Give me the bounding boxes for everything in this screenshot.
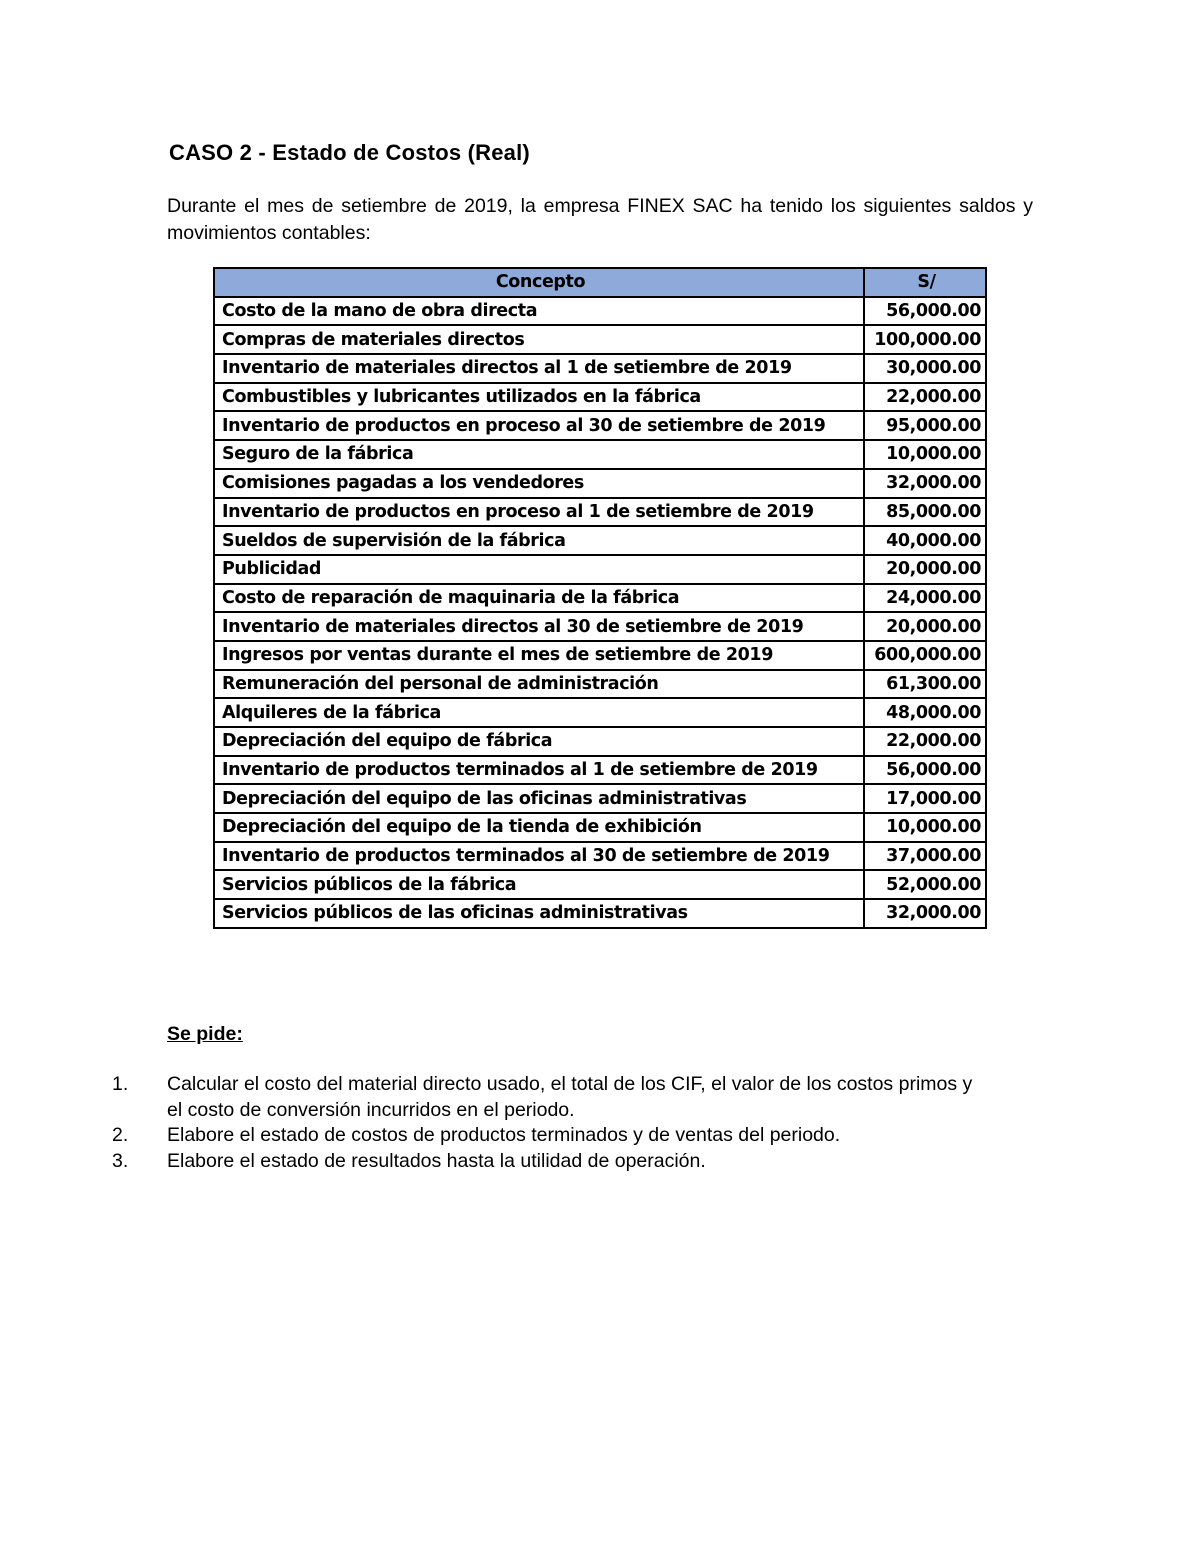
cell-concepto: Ingresos por ventas durante el mes de setiembre de 2019	[214, 641, 864, 670]
cell-concepto: Depreciación del equipo de las oficinas administrativas	[214, 784, 864, 813]
cell-valor: 32,000.00	[864, 899, 986, 928]
task-text: Elabore el estado de resultados hasta la utilidad de operación.	[167, 1149, 706, 1172]
cell-concepto: Inventario de materiales directos al 1 de setiembre de 2019	[214, 354, 864, 383]
table-row	[214, 411, 986, 440]
cell-valor: 22,000.00	[864, 727, 986, 756]
cell-concepto: Depreciación del equipo de fábrica	[214, 727, 864, 756]
cell-concepto: Alquileres de la fábrica	[214, 698, 864, 727]
cell-concepto: Inventario de materiales directos al 30 de setiembre de 2019	[214, 612, 864, 641]
se-pide-heading: Se pide:	[167, 1023, 243, 1045]
task-item	[112, 1149, 992, 1175]
cell-concepto: Combustibles y lubricantes utilizados en la fábrica	[214, 383, 864, 412]
cell-valor: 61,300.00	[864, 670, 986, 699]
table-row	[214, 498, 986, 527]
task-item	[112, 1072, 992, 1123]
cell-concepto: Costo de la mano de obra directa	[214, 297, 864, 326]
task-item	[112, 1123, 992, 1149]
cell-concepto: Inventario de productos terminados al 30 de setiembre de 2019	[214, 842, 864, 871]
table-row	[214, 813, 986, 842]
cell-valor: 20,000.00	[864, 555, 986, 584]
task-text: Elabore el estado de costos de productos terminados y de ventas del periodo.	[167, 1124, 841, 1146]
page-title: CASO 2 - Estado de Costos (Real)	[169, 140, 530, 165]
cell-valor: 56,000.00	[864, 756, 986, 785]
table-row	[214, 584, 986, 613]
task-number: 1.	[112, 1073, 129, 1095]
cell-concepto: Inventario de productos en proceso al 1 de setiembre de 2019	[214, 498, 864, 527]
cell-valor: 85,000.00	[864, 498, 986, 527]
cell-valor: 22,000.00	[864, 383, 986, 412]
cell-concepto: Seguro de la fábrica	[214, 440, 864, 469]
costs-table-container	[213, 267, 987, 929]
intro-paragraph: Durante el mes de setiembre de 2019, la empresa FINEX SAC ha tenido los siguientes saldos y movimientos contables:	[167, 195, 1033, 244]
cell-valor: 24,000.00	[864, 584, 986, 613]
table-row	[214, 526, 986, 555]
table-row	[214, 383, 986, 412]
cell-concepto: Inventario de productos en proceso al 30 de setiembre de 2019	[214, 411, 864, 440]
table-row	[214, 670, 986, 699]
table-row	[214, 870, 986, 899]
cell-valor: 37,000.00	[864, 842, 986, 871]
cell-valor: 56,000.00	[864, 297, 986, 326]
cell-valor: 10,000.00	[864, 440, 986, 469]
table-row	[214, 354, 986, 383]
table-row	[214, 727, 986, 756]
cell-valor: 17,000.00	[864, 784, 986, 813]
cell-concepto: Depreciación del equipo de la tienda de exhibición	[214, 813, 864, 842]
table-row	[214, 756, 986, 785]
table-row	[214, 555, 986, 584]
table-row	[214, 641, 986, 670]
task-number: 2.	[112, 1124, 129, 1146]
cell-valor: 52,000.00	[864, 870, 986, 899]
cell-concepto: Publicidad	[214, 555, 864, 584]
table-body	[214, 297, 986, 928]
cell-concepto: Servicios públicos de las oficinas administrativas	[214, 899, 864, 928]
cell-valor: 48,000.00	[864, 698, 986, 727]
table-row	[214, 469, 986, 498]
table-row	[214, 440, 986, 469]
table-row	[214, 297, 986, 326]
cell-valor: 95,000.00	[864, 411, 986, 440]
table-row	[214, 325, 986, 354]
cell-concepto: Remuneración del personal de administración	[214, 670, 864, 699]
table-row	[214, 698, 986, 727]
task-list	[112, 1072, 992, 1174]
cell-valor: 32,000.00	[864, 469, 986, 498]
table-row	[214, 842, 986, 871]
table-row	[214, 899, 986, 928]
task-text: Calcular el costo del material directo usado, el total de los CIF, el valor de los costos primos y el costo de conversión incurridos en el periodo.	[167, 1073, 973, 1121]
cell-valor: 600,000.00	[864, 641, 986, 670]
table-row	[214, 612, 986, 641]
table-row	[214, 784, 986, 813]
cell-concepto: Compras de materiales directos	[214, 325, 864, 354]
task-number: 3.	[112, 1149, 129, 1172]
cell-concepto: Servicios públicos de la fábrica	[214, 870, 864, 899]
cell-valor: 30,000.00	[864, 354, 986, 383]
table-header-row	[214, 268, 986, 297]
cell-valor: 100,000.00	[864, 325, 986, 354]
cell-concepto: Costo de reparación de maquinaria de la fábrica	[214, 584, 864, 613]
cell-valor: 20,000.00	[864, 612, 986, 641]
cell-valor: 10,000.00	[864, 813, 986, 842]
cell-valor: 40,000.00	[864, 526, 986, 555]
header-concepto: Concepto	[214, 268, 864, 297]
cell-concepto: Comisiones pagadas a los vendedores	[214, 469, 864, 498]
cell-concepto: Inventario de productos terminados al 1 de setiembre de 2019	[214, 756, 864, 785]
cell-concepto: Sueldos de supervisión de la fábrica	[214, 526, 864, 555]
header-soles: S/	[864, 268, 986, 297]
costs-table	[213, 267, 987, 929]
